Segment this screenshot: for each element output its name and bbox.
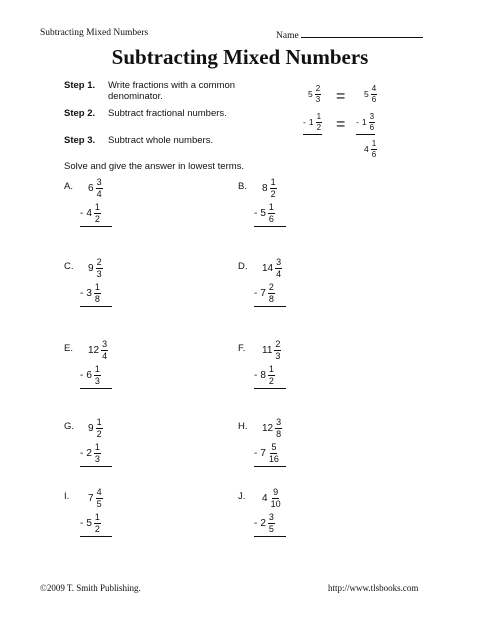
- denominator: 2: [270, 189, 276, 199]
- example-row-2: - 1 $\frac{1}{2}$: [303, 112, 322, 135]
- step-2-label: Step 2.: [64, 108, 96, 119]
- whole-number: 4: [86, 208, 92, 219]
- step-3-text: Subtract whole numbers.: [108, 135, 214, 146]
- whole-number: 8: [260, 370, 266, 381]
- minuend: [262, 340, 281, 361]
- whole-number: 12: [88, 345, 100, 356]
- minus-sign: -: [254, 370, 258, 381]
- problem-label: B.: [238, 181, 247, 192]
- numerator: 9: [273, 487, 279, 497]
- denominator: 6: [268, 214, 274, 224]
- subtrahend: [80, 283, 112, 307]
- minus-sign: -: [254, 518, 258, 529]
- denominator: 8: [94, 294, 100, 304]
- numerator: 3: [102, 339, 108, 349]
- whole-number: 9: [88, 423, 94, 434]
- whole-number: 4: [262, 493, 268, 504]
- minuend: [88, 178, 103, 199]
- denominator: 16: [268, 454, 279, 464]
- problem-label: J.: [238, 491, 246, 502]
- whole-number: 2: [260, 518, 266, 529]
- fraction: [96, 418, 103, 439]
- denominator: 2: [94, 524, 100, 534]
- whole-number: 7: [260, 448, 266, 459]
- minuend: [88, 418, 103, 439]
- whole-number: 12: [262, 423, 274, 434]
- numerator: 1: [94, 442, 100, 452]
- denominator: 2: [268, 376, 274, 386]
- problem-label: A.: [64, 181, 73, 192]
- numerator: 5: [271, 442, 277, 452]
- fraction: [268, 443, 280, 464]
- numerator: 3: [276, 257, 282, 267]
- numerator: 3: [96, 177, 102, 187]
- footer-copyright: ©2009 T. Smith Publishing.: [40, 583, 141, 593]
- whole-number: 5: [260, 208, 266, 219]
- numerator: 1: [268, 202, 274, 212]
- fraction: [101, 340, 108, 361]
- minuend: [88, 488, 103, 509]
- subtrahend: [254, 365, 286, 389]
- whole-number: 5: [86, 518, 92, 529]
- problem-label: C.: [64, 261, 74, 272]
- example-row-1: 5 $\frac{2}{3}$: [308, 83, 321, 104]
- denominator: 5: [96, 499, 102, 509]
- example-equals-1: =: [336, 88, 346, 105]
- minuend: [88, 258, 103, 279]
- denominator: 3: [94, 376, 100, 386]
- numerator: 1: [96, 417, 102, 427]
- problem-label: E.: [64, 343, 73, 354]
- whole-number: 7: [88, 493, 94, 504]
- step-1-text: Write fractions with a common denominator.: [108, 80, 236, 102]
- whole-number: 7: [260, 288, 266, 299]
- example-row-2-result: - 1 $\frac{3}{6}$: [356, 112, 375, 135]
- step-2-text: Subtract fractional numbers.: [108, 108, 227, 119]
- subtrahend: [80, 203, 112, 227]
- minus-sign: -: [254, 448, 258, 459]
- minus-sign: -: [254, 208, 258, 219]
- denominator: 4: [96, 189, 102, 199]
- problem-label: F.: [238, 343, 246, 354]
- minus-sign: -: [80, 208, 84, 219]
- fraction: [275, 258, 282, 279]
- denominator: 3: [96, 269, 102, 279]
- fraction: [94, 443, 101, 464]
- minus-sign: -: [80, 288, 84, 299]
- instructions: Solve and give the answer in lowest terms.: [64, 161, 245, 172]
- numerator: 1: [94, 512, 100, 522]
- denominator: 8: [276, 429, 282, 439]
- minuend: [262, 418, 282, 439]
- denominator: 3: [275, 351, 281, 361]
- subtrahend: [80, 513, 112, 537]
- denominator: 3: [94, 454, 100, 464]
- whole-number: 3: [86, 288, 92, 299]
- page-title: Subtracting Mixed Numbers: [111, 45, 369, 69]
- whole-number: 2: [86, 448, 92, 459]
- minus-sign: -: [80, 448, 84, 459]
- minus-sign: -: [80, 518, 84, 529]
- step-1-label: Step 1.: [64, 80, 96, 91]
- step-3-label: Step 3.: [64, 135, 96, 146]
- problem-label: I.: [64, 491, 70, 502]
- fraction: [270, 488, 282, 509]
- denominator: 4: [276, 269, 282, 279]
- name-field: [276, 28, 423, 41]
- fraction: [274, 340, 281, 361]
- minuend: [262, 178, 277, 199]
- numerator: 2: [96, 257, 102, 267]
- numerator: 1: [94, 202, 100, 212]
- subtrahend: [254, 203, 286, 227]
- problem-label: H.: [238, 421, 248, 432]
- numerator: 1: [270, 177, 276, 187]
- whole-number: 11: [262, 345, 273, 356]
- denominator: 2: [94, 214, 100, 224]
- whole-number: 9: [88, 263, 94, 274]
- fraction: [268, 203, 275, 224]
- header-title: Subtracting Mixed Numbers: [40, 28, 149, 38]
- denominator: 10: [270, 499, 281, 509]
- minus-sign: -: [254, 288, 258, 299]
- problem-label: G.: [64, 421, 75, 432]
- whole-number: 6: [86, 370, 92, 381]
- fraction: [268, 283, 275, 304]
- numerator: 3: [276, 417, 282, 427]
- denominator: 4: [102, 351, 108, 361]
- fraction: [94, 203, 101, 224]
- whole-number: 6: [88, 183, 94, 194]
- fraction: [96, 488, 103, 509]
- numerator: 4: [96, 487, 102, 497]
- example-equals-2: =: [336, 116, 346, 133]
- fraction: [268, 513, 275, 534]
- fraction: [94, 513, 101, 534]
- subtrahend: [80, 443, 112, 467]
- footer-url: http://www.tlsbooks.com: [328, 583, 419, 593]
- name-blank-line: [301, 28, 423, 38]
- subtrahend: [254, 443, 286, 467]
- minuend: [88, 340, 108, 361]
- minus-sign: -: [80, 370, 84, 381]
- fraction: [96, 178, 103, 199]
- minuend: [262, 488, 282, 509]
- subtrahend: [254, 283, 286, 307]
- problem-label: D.: [238, 261, 248, 272]
- numerator: 1: [94, 282, 100, 292]
- fraction: [94, 283, 101, 304]
- numerator: 1: [268, 364, 274, 374]
- fraction: [270, 178, 277, 199]
- name-label: Name: [276, 31, 299, 41]
- fraction: [94, 365, 101, 386]
- subtrahend: [254, 513, 286, 537]
- fraction: [275, 418, 282, 439]
- numerator: 2: [268, 282, 274, 292]
- denominator: 2: [96, 429, 102, 439]
- fraction: [96, 258, 103, 279]
- subtrahend: [80, 365, 112, 389]
- whole-number: 8: [262, 183, 268, 194]
- example-row-1-result: 5 $\frac{4}{6}$: [364, 83, 377, 104]
- minuend: [262, 258, 282, 279]
- numerator: 2: [275, 339, 281, 349]
- numerator: 3: [268, 512, 274, 522]
- whole-number: 14: [262, 263, 274, 274]
- fraction: [268, 365, 275, 386]
- example-answer: 4 $\frac{1}{6}$: [364, 138, 377, 159]
- denominator: 5: [268, 524, 274, 534]
- numerator: 1: [94, 364, 100, 374]
- denominator: 8: [268, 294, 274, 304]
